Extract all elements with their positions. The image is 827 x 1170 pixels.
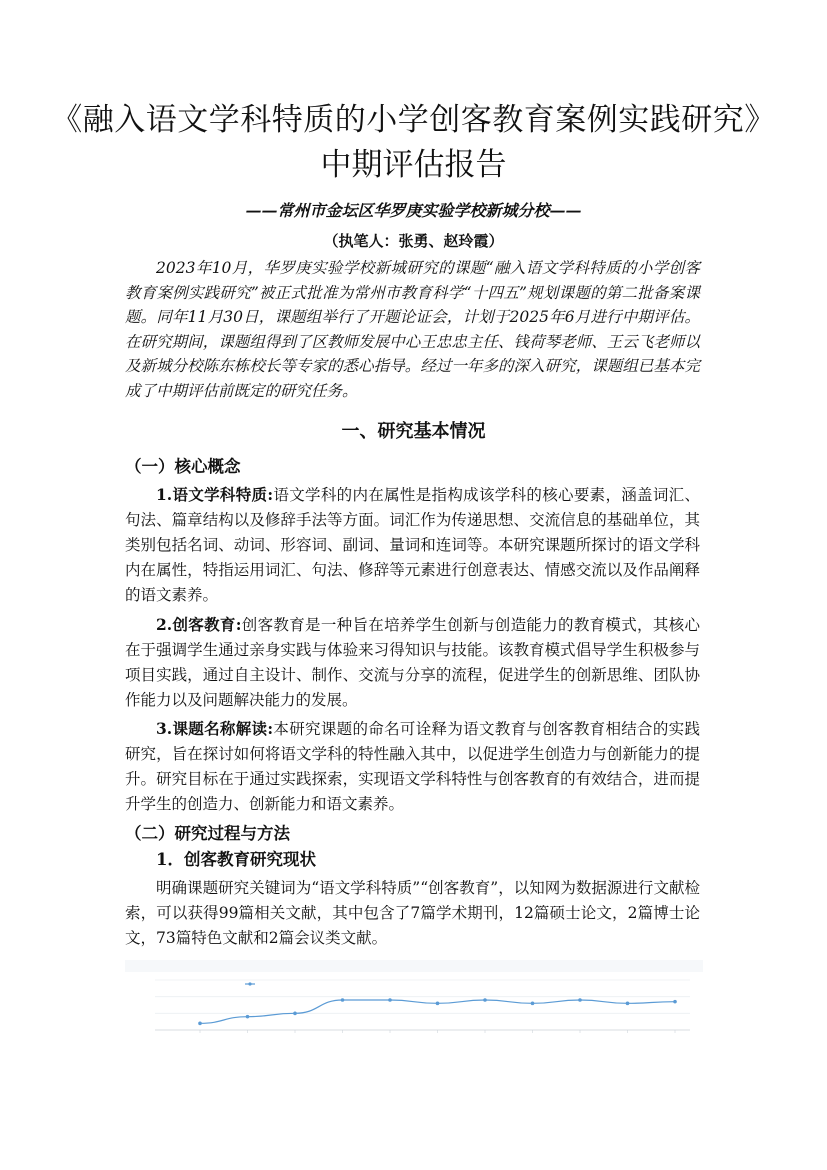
chart-point [436, 1002, 440, 1006]
chart-point [578, 998, 582, 1002]
subsection-heading-process: （二）研究过程与方法 [125, 824, 290, 843]
school-subtitle: ——常州市金坛区华罗庚实验学校新城分校—— [245, 201, 582, 220]
concept-label-2: 2.创客教育: [156, 615, 242, 634]
concept-paragraph-3 [125, 716, 700, 817]
chart-point [341, 998, 345, 1002]
concept-label-1: 1.语文学科特质: [156, 485, 274, 504]
chart-point [673, 1000, 677, 1004]
chart-point [483, 998, 487, 1002]
concept-text-2: 创客教育是一种旨在培养学生创新与创造能力的教育模式，其核心在于强调学生通过亲身实践与体验来习得知识与技能。该教育模式倡导学生积极参与项目实践，通过自主设计、制作、交流与分享的流程，促进学生的创新思维、团队协作能力以及问题解决能力的发展。 [125, 616, 700, 709]
chart-point [388, 998, 392, 1002]
sub-item-heading: 1．创客教育研究现状 [156, 850, 316, 869]
trend-chart-screenshot [125, 958, 703, 1048]
author-line: （执笔人：张勇、赵玲霞） [323, 232, 504, 250]
chart-point [198, 1022, 202, 1026]
trend-chart-svg [125, 958, 703, 1048]
chart-point [626, 1002, 630, 1006]
intro-paragraph: 2023年10月，华罗庚实验学校新城研究的课题“融入语文学科特质的小学创客教育案例实践研究”被正式批准为常州市教育科学“十四五”规划课题的第二批备案课题。同年11月30日，课题组举行了开题论证会，计划于2025年6月进行中期评估。在研究期间，课题组得到了区教师发展中心王忠忠主任、钱荷琴老师、王云飞老师以及新城分校陈东栋校长等专家的悉心指导。经过一年多的深入研究，课题组已基本完成了中期评估前既定的研究任务。 [125, 259, 700, 400]
chart-legend-marker [248, 982, 251, 985]
subsection-heading-core-concepts: （一）核心概念 [125, 457, 241, 476]
research-paragraph: 明确课题研究关键词为“语文学科特质”“创客教育”，以知网为数据源进行文献检索，可以获得99篇相关文献，其中包含了7篇学术期刊，12篇硕士论文，2篇博士论文，73篇特色文献和2篇会议类文献。 [125, 879, 700, 947]
chart-point [246, 1015, 250, 1019]
report-title-line1: 《融入语文学科特质的小学创客教育案例实践研究》 [51, 102, 776, 138]
concept-text-1: 语文学科的内在属性是指构成该学科的核心要素，涵盖词汇、句法、篇章结构以及修辞手法等方面。词汇作为传递思想、交流信息的基础单位，其类别包括名词、动词、形容词、副词、量词和连词等。本研究课题所探讨的语文学科内在属性，特指运用词汇、句法、修辞等元素进行创意表达、情感交流以及作品阐释的语文素养。 [125, 486, 700, 604]
concept-paragraph-2 [125, 612, 700, 713]
concept-text-3: 本研究课题的命名可诠释为语文教育与创客教育相结合的实践研究，旨在探讨如何将语文学科的特性融入其中，以促进学生创造力与创新能力的提升。研究目标在于通过实践探索，实现语文学科特性与创客教育的有效结合，进而提升学生的创造力、创新能力和语文素养。 [125, 720, 700, 813]
report-title-line2: 中期评估报告 [320, 147, 507, 183]
chart-toolbar-strip [125, 960, 703, 972]
section-heading: 一、研究基本情况 [341, 421, 486, 442]
chart-point [531, 1002, 535, 1006]
concept-label-3: 3.课题名称解读: [156, 719, 274, 738]
chart-point [293, 1012, 297, 1016]
concept-paragraph-1 [125, 482, 700, 608]
